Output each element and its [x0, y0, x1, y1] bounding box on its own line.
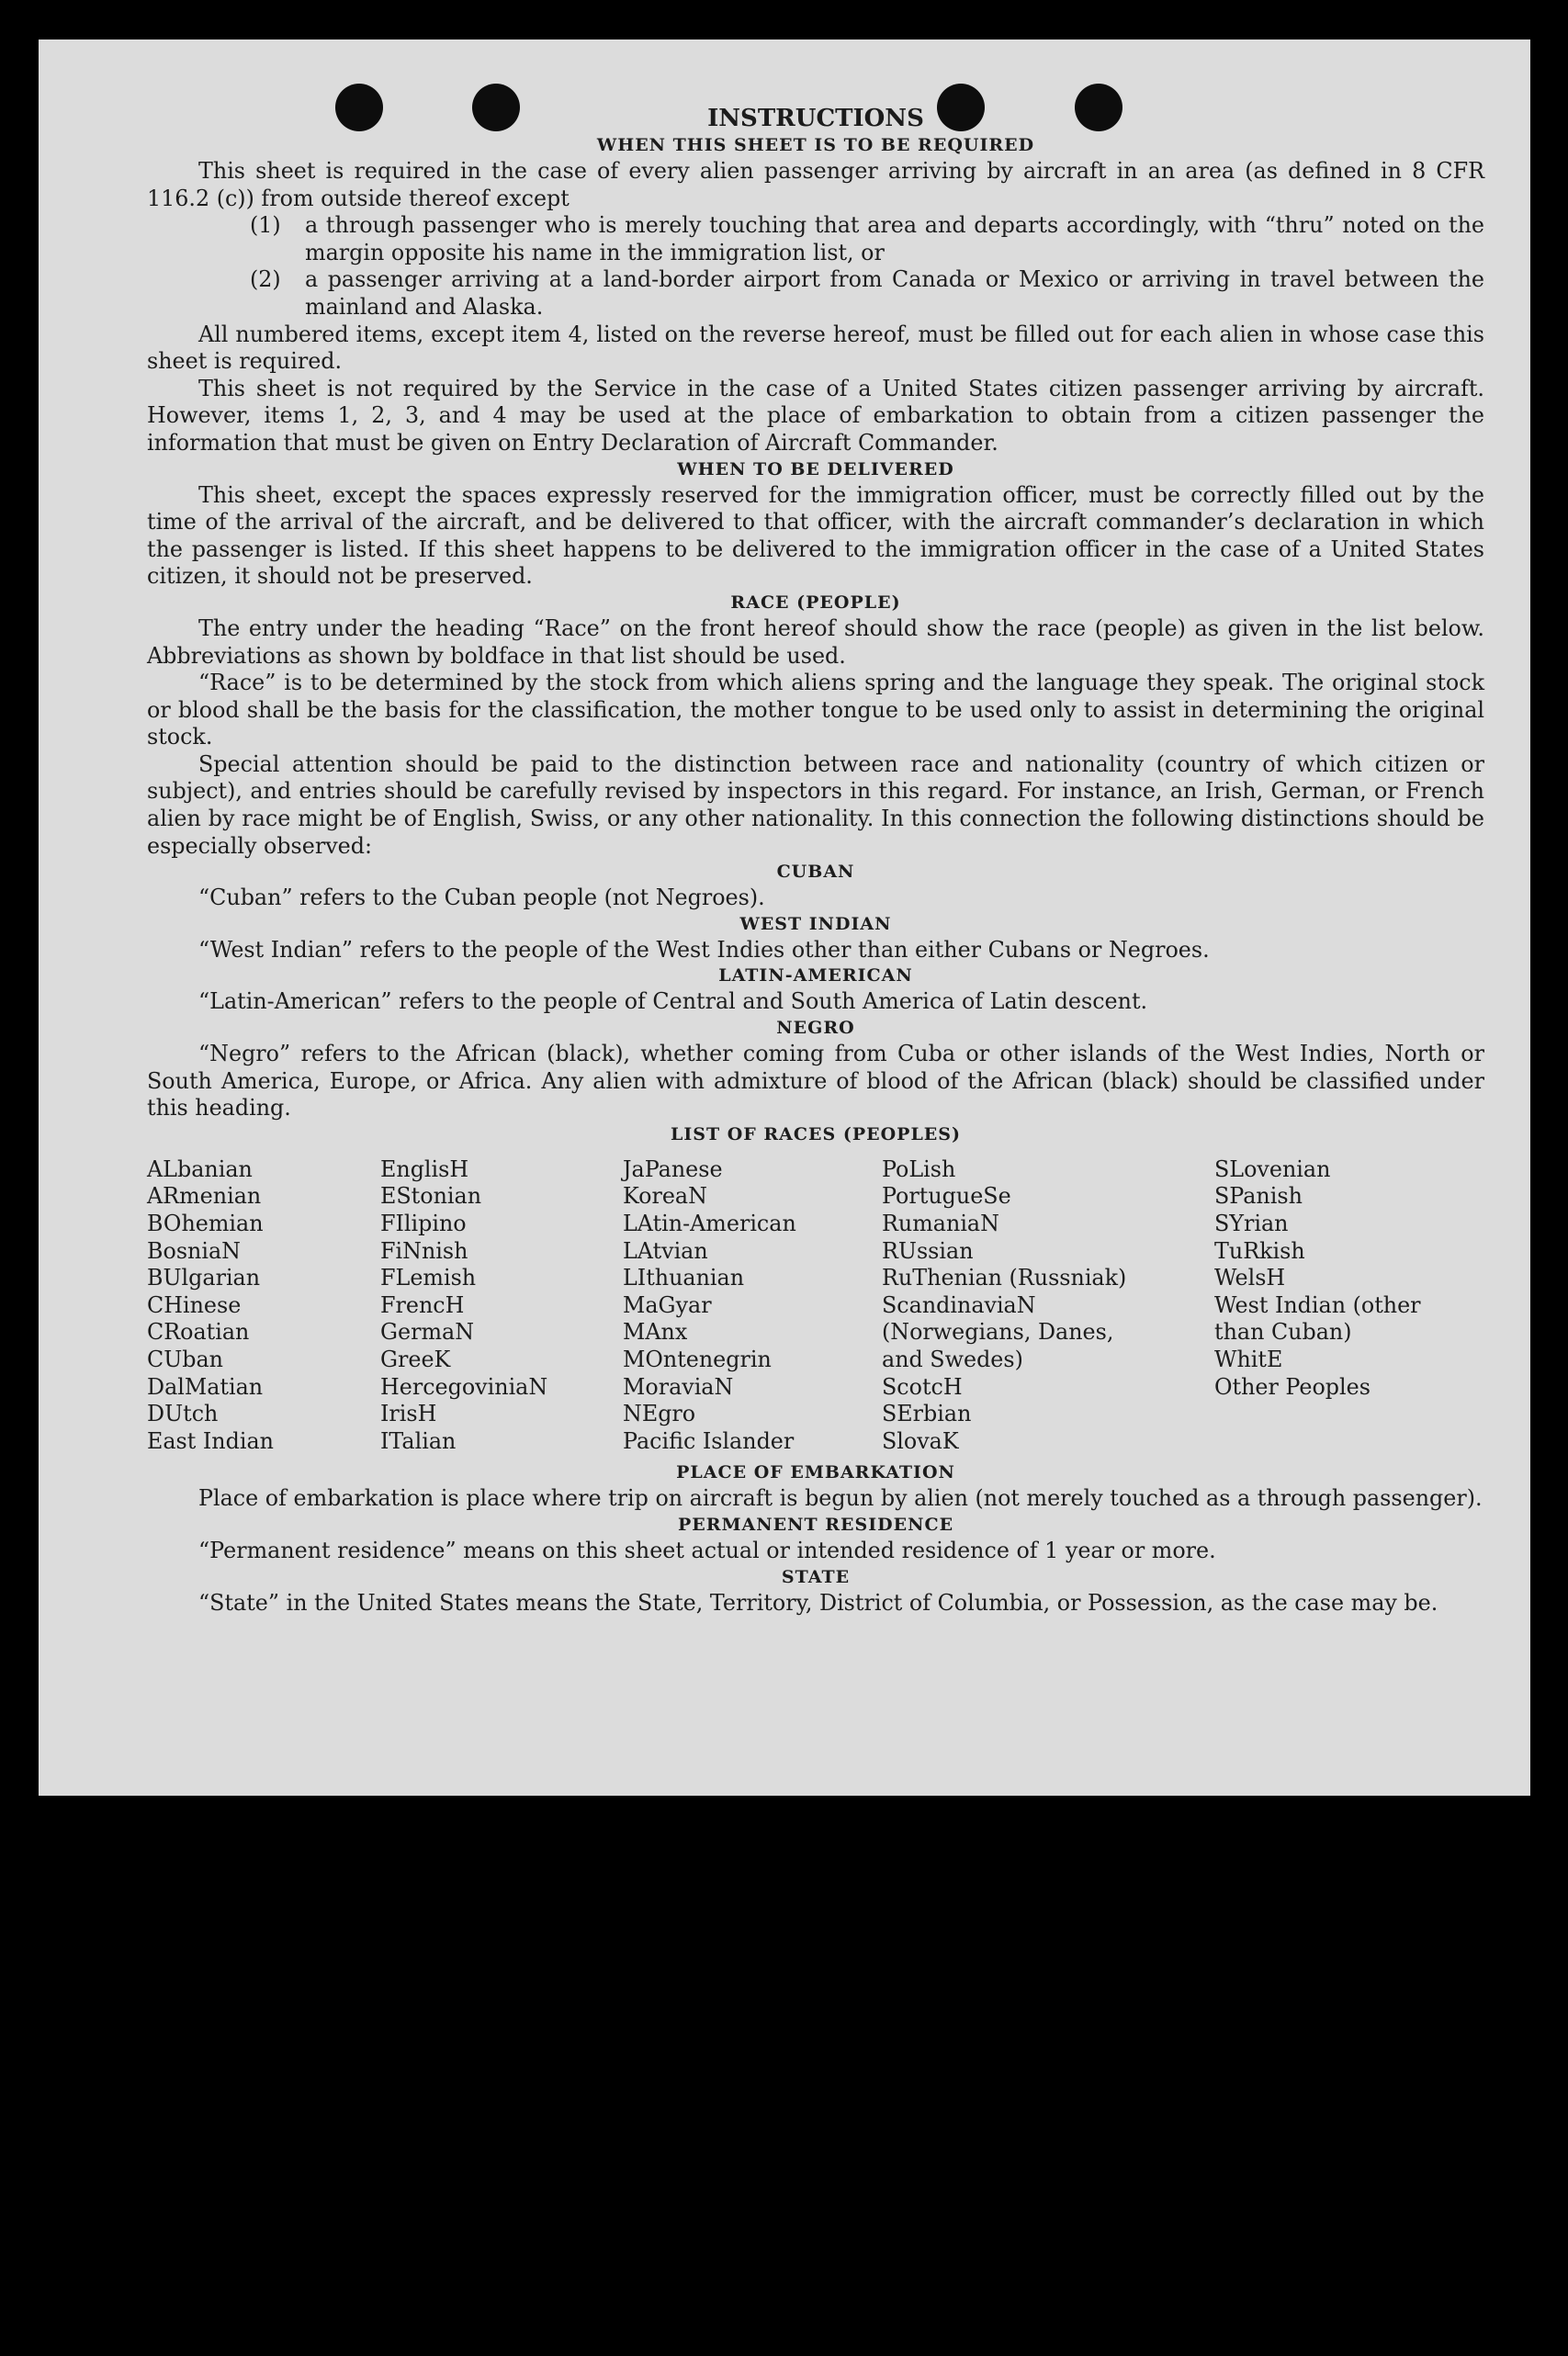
race-entry: FiNnish	[380, 1237, 468, 1264]
race-column	[380, 1156, 623, 1456]
item-number: (2)	[250, 266, 281, 293]
race-entry: SLovenian	[1214, 1155, 1331, 1182]
race-entry: DalMatian	[147, 1373, 264, 1400]
section-heading: LATIN-AMERICAN	[718, 965, 913, 986]
section-heading: LIST OF RACES (PEOPLES)	[671, 1123, 961, 1144]
race-entry: EStonian	[380, 1183, 482, 1210]
section-heading: CUBAN	[776, 862, 855, 883]
race-entry: PortugueSe	[882, 1183, 1011, 1210]
section-heading: WHEN TO BE DELIVERED	[677, 458, 954, 479]
race-entry: RuThenian (Russniak)	[882, 1265, 1127, 1291]
race-entry: CHinese	[147, 1291, 242, 1318]
list-item	[147, 266, 1484, 321]
paragraph: This sheet is not required by the Service in the case of a United States citizen passenger arriving by aircraft. However, items 1, 2, 3, and 4 may be used at the place of embarkation to obtain from a citizen passenger the information that must be given on Entry Declaration of Aircraft Commander.	[147, 375, 1484, 456]
paragraph: “Race” is to be determined by the stock from which aliens spring and the language they speak. The original stock or blood shall be the basis for the classification, the mother tongue to be used only to assist in determining the original stock.	[147, 670, 1484, 750]
race-entry: PoLish	[882, 1155, 956, 1182]
paragraph: “Latin-American” refers to the people of Central and South America of Latin descent.	[198, 988, 1148, 1015]
race-entry: RUssian	[882, 1237, 974, 1264]
race-entry: EnglisH	[380, 1155, 469, 1182]
race-entry: CRoatian	[147, 1319, 250, 1346]
race-column	[623, 1156, 882, 1456]
section-heading: NEGRO	[776, 1018, 855, 1039]
race-column	[882, 1156, 1214, 1456]
item-text: a through passenger who is merely touching that area and departs accordingly, with “thru” noted on the margin opposite his name in the immigration list, or	[305, 212, 1484, 265]
item-text: a passenger arriving at a land-border airport from Canada or Mexico or arriving in travel between the mainland and Alaska.	[305, 266, 1484, 320]
race-entry: WelsH	[1214, 1265, 1286, 1291]
race-entry: HercegoviniaN	[380, 1373, 548, 1400]
race-list	[147, 1156, 1484, 1456]
race-entry: RumaniaN	[882, 1211, 999, 1236]
race-entry: ScotcH	[882, 1373, 963, 1400]
race-entry: KoreaN	[623, 1183, 707, 1210]
paragraph: “State” in the United States means the State, Territory, District of Columbia, or Possession, as the case may be.	[198, 1589, 1438, 1616]
section-heading: RACE (PEOPLE)	[730, 592, 901, 613]
race-entry: ITalian	[380, 1427, 457, 1454]
race-entry: LIthuanian	[623, 1265, 745, 1291]
section-heading: STATE	[781, 1566, 851, 1587]
paragraph: “West Indian” refers to the people of the West Indies other than either Cubans or Negroes.	[198, 936, 1210, 963]
paragraph: Place of embarkation is place where trip on aircraft is begun by alien (not merely touched as a through passenger).	[198, 1485, 1483, 1512]
race-entry: MaGyar	[623, 1291, 712, 1318]
race-entry: DUtch	[147, 1401, 219, 1427]
paragraph: The entry under the heading “Race” on the front hereof should show the race (people) as given in the list below. Abbreviations as shown by boldface in that list should be used.	[147, 614, 1484, 669]
paragraph: “Permanent residence” means on this sheet actual or intended residence of 1 year or more.	[198, 1537, 1216, 1563]
race-entry: FrencH	[380, 1291, 465, 1318]
race-entry: BUlgarian	[147, 1265, 261, 1291]
race-entry: ARmenian	[147, 1183, 262, 1210]
race-column	[147, 1156, 380, 1456]
race-entry: ScandinaviaN (Norwegians, Danes, and Swedes)	[882, 1291, 1114, 1372]
race-entry: SPanish	[1214, 1183, 1303, 1210]
race-entry: IrisH	[380, 1401, 437, 1427]
race-group	[1214, 1347, 1484, 1401]
section-heading: PLACE OF EMBARKATION	[676, 1462, 955, 1483]
instructions-content	[147, 104, 1484, 1617]
paragraph: “Negro” refers to the African (black), whether coming from Cuba or other islands of the West Indies, North or South America, Europe, or Africa. Any alien with admixture of blood of the African (black) should be classified under this heading.	[147, 1041, 1484, 1122]
race-entry: SYrian	[1214, 1211, 1289, 1236]
paragraph: “Cuban” refers to the Cuban people (not Negroes).	[198, 885, 765, 911]
race-group	[882, 1374, 1214, 1456]
page-title: INSTRUCTIONS	[707, 105, 924, 132]
race-entry: FLemish	[380, 1265, 477, 1291]
list-item	[147, 212, 1484, 266]
race-entry: FIlipino	[380, 1211, 467, 1236]
item-number: (1)	[250, 212, 281, 239]
race-entry: BOhemian	[147, 1211, 264, 1236]
race-entry: ALbanian	[147, 1155, 253, 1182]
race-entry: JaPanese	[623, 1155, 723, 1182]
race-entry: MAnx	[623, 1319, 688, 1346]
race-entry: East Indian	[147, 1427, 274, 1454]
race-group	[882, 1156, 1214, 1292]
race-entry: TuRkish	[1214, 1237, 1305, 1264]
race-entry: WhitE	[1214, 1346, 1283, 1372]
paragraph: All numbered items, except item 4, listed on the reverse hereof, must be filled out for each alien in whose case this sheet is required.	[147, 321, 1484, 375]
section-heading: PERMANENT RESIDENCE	[677, 1514, 954, 1535]
race-column	[1214, 1156, 1484, 1456]
race-entry: BosniaN	[147, 1237, 241, 1264]
paragraph: This sheet is required in the case of every alien passenger arriving by aircraft in an area (as defined in 8 CFR 116.2 (c)) from outside thereof except	[147, 158, 1484, 211]
race-entry: West Indian (other than Cuban)	[1214, 1291, 1421, 1346]
race-entry: SErbian	[882, 1401, 972, 1427]
paragraph: Special attention should be paid to the distinction between race and nationality (country of which citizen or subject), and entries should be carefully revised by inspectors in this regard. For instance, an Irish, German, or French alien by race might be of English, Swiss, or any other nationality. In this connection the following distinctions should be especially observed:	[147, 750, 1484, 859]
race-entry: LAtvian	[623, 1237, 708, 1264]
race-entry: LAtin-American	[623, 1211, 796, 1236]
race-entry: NEgro	[623, 1401, 696, 1427]
race-entry: CUban	[147, 1346, 224, 1372]
section-heading: WHEN THIS SHEET IS TO BE REQUIRED	[596, 135, 1035, 155]
race-group	[1214, 1156, 1484, 1292]
race-entry: GreeK	[380, 1346, 451, 1372]
race-entry: Pacific Islander	[623, 1427, 795, 1454]
race-entry: SlovaK	[882, 1427, 959, 1454]
race-entry: Other Peoples	[1214, 1373, 1371, 1400]
section-heading: WEST INDIAN	[739, 913, 892, 934]
race-entry: GermaN	[380, 1319, 475, 1346]
race-entry: MOntenegrin	[623, 1346, 772, 1372]
paragraph: This sheet, except the spaces expressly reserved for the immigration officer, must be correctly filled out by the time of the arrival of the aircraft, and be delivered to that officer, with the aircraft commander’s declaration in which the passenger is listed. If this sheet happens to be delivered to the immigration officer in the case of a United States citizen, it should not be preserved.	[147, 481, 1484, 590]
race-entry: MoraviaN	[623, 1373, 734, 1400]
document-page	[39, 39, 1530, 1796]
